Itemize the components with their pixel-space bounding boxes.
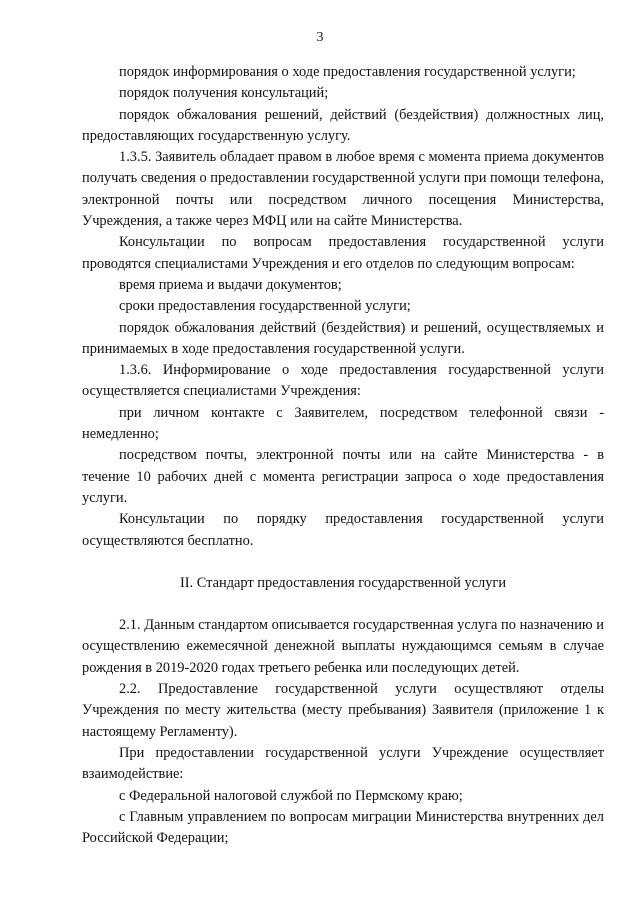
page-number: 3 <box>316 30 324 45</box>
spacer <box>82 552 604 573</box>
document-body <box>82 62 604 849</box>
paragraph: 2.1. Данным стандартом описывается государственная услуга по назначению и осуществлению ежемесячной денежной выплаты нуждающимся семьям в случае рождения в 2019-2020 годах третьего ребенка или последующих детей. <box>82 617 604 676</box>
paragraph: порядок обжалования решений, действий (бездействия) должностных лиц, предоставляющих государственную услугу. <box>82 106 604 144</box>
paragraph: сроки предоставления государственной услуги; <box>119 298 411 315</box>
paragraph: Консультации по порядку предоставления государственной услуги осуществляются бесплатно. <box>82 511 604 549</box>
paragraph: при личном контакте с Заявителем, посредством телефонной связи - немедленно; <box>82 404 604 443</box>
paragraph: Консультации по вопросам предоставления государственной услуги проводятся специалистами Учреждения и его отделов по следующим вопросам: <box>82 234 604 272</box>
paragraph: При предоставлении государственной услуги Учреждение осуществляет взаимодействие: <box>82 744 604 783</box>
paragraph: время приема и выдачи документов; <box>119 276 342 293</box>
paragraph: 1.3.6. Информирование о ходе предоставления государственной услуги осуществляется специалистами Учреждения: <box>82 362 604 400</box>
paragraph: с Федеральной налоговой службой по Пермскому краю; <box>119 787 463 804</box>
paragraph: с Главным управлением по вопросам миграции Министерства внутренних дел Российской Федерации; <box>82 808 604 847</box>
paragraph: 1.3.5. Заявитель обладает правом в любое время с момента приема документов получать сведения о предоставлении государственной услуги при помощи телефона, электронной почты или посредством личного посещения Министерства, Учреждения, а также через МФЦ или на сайте Министерства. <box>82 149 604 230</box>
paragraph: порядок информирования о ходе предоставления государственной услуги; <box>119 64 576 80</box>
spacer <box>82 594 604 615</box>
section-heading: II. Стандарт предоставления государственной услуги <box>179 574 507 591</box>
paragraph: порядок получения консультаций; <box>119 85 329 102</box>
paragraph: порядок обжалования действий (бездействия) и решений, осуществляемых и принимаемых в ходе предоставления государственной услуги. <box>82 319 604 357</box>
paragraph: посредством почты, электронной почты или на сайте Министерства - в течение 10 рабочих дней с момента регистрации запроса о ходе предоставления услуги. <box>82 447 604 506</box>
paragraph: 2.2. Предоставление государственной услуги осуществляют отделы Учреждения по месту жительства (месту пребывания) Заявителя (приложение 1 к настоящему Регламенту). <box>82 681 604 740</box>
